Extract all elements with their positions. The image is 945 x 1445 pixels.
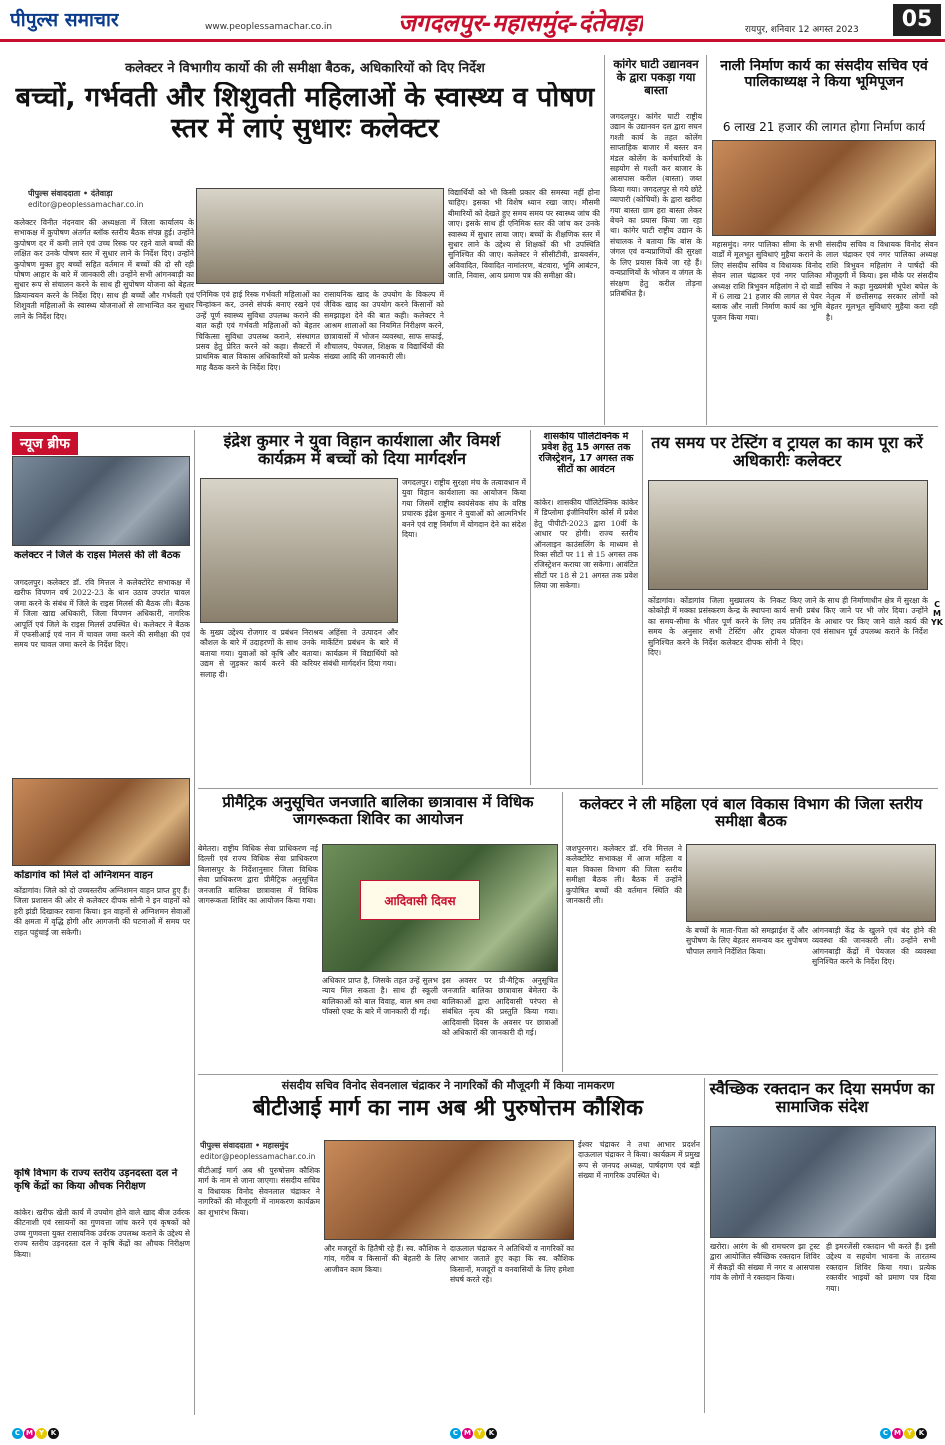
- brief-2-title: कोंडागांव को मिले दो अग्निशमन वाहन: [14, 870, 153, 881]
- page-number: 05: [893, 4, 941, 36]
- blood-body-2: ही इमरजेंसी रक्तदान भी करते हैं। इसी उद्देश्य व सहयोग भावना के तारतम्य रक्तदान शिविर किया गया। प्रत्येक रक्तवीर भाइयों को प्रमाण पत्र दिया गया।: [826, 1242, 936, 1293]
- hostel-body-1: बेमेतरा। राष्ट्रीय विधिक सेवा प्राधिकरण नई दिल्ली एवं राज्य विधिक सेवा प्राधिकरण बिलासपुर के निर्देशानुसार जिला विधिक सेवा प्राधिकरण द्वारा प्रीमैट्रिक अनुसूचित जनजाति बालिका छात्रावास में विधिक जागरूकता शिविर का आयोजन किया गया।: [198, 844, 318, 906]
- marg-photo-naming: [324, 1140, 574, 1240]
- marg-byline: पीपुल्स संवाददाता • महासमुंद: [200, 1141, 289, 1150]
- brief-photo-fire-vehicles: [12, 778, 190, 866]
- adivasi-diwas-banner: आदिवासी दिवस: [360, 880, 480, 920]
- news-brief-label: न्यूज ब्रीफ: [12, 432, 78, 455]
- registration-marks-center: C M Y K: [450, 1428, 498, 1439]
- side-cmyk-label: CMYK: [931, 600, 943, 627]
- hostel-body-2: अधिकार प्राप्त है, जिसके तहत उन्हें सुलभ न्याय मिल सकता है। साथ ही स्कूली बालिकाओं को बाल विवाह, बाल श्रम तथा पॉक्सो एक्ट के बारे में जानकारी दी गई।: [322, 976, 438, 1017]
- polytechnic-headline: शासकीय पॉलिटेक्निक में प्रवेश हेतु 15 अगस्त तक रजिस्ट्रेशन, 17 अगस्त तक सीटों का आवंटन: [538, 432, 634, 475]
- marg-body-1: बीटीआई मार्ग अब श्री पुरुषोत्तम कौशिक मार्ग के नाम से जाना जाएगा। संसदीय सचिव व विधायक विनोद सेवनलाल चंद्राकर ने नागरिकों की मौजूदगी में नामकरण कार्यक्रम का शुभारंभ किया।: [198, 1166, 320, 1217]
- lead-body-2: एनिमिक एवं हाई रिस्क गर्भवती महिलाओं का चिन्हांकन कर, उनसे संपर्क बनाए रखने एवं उन्हें पूर्ण स्वास्थ्य सुविधा उपलब्ध कराने की बात कही एवं गर्भवती महिलाओं को बेहतर चिकित्सा सुविधा उपलब्ध कराने, संस्थागत प्रसव हेतु प्रेरित करने को कहा। सैक्टरों में प्राथमिक बाल विकास अधिकारियों को प्रत्येक माह बैठक करने के निर्देश दिए।: [196, 290, 320, 372]
- nali-body-1: महासमुंद। नगर पालिका सीमा के सभी वार्डों में मूलभूत सुविधाएं मुहैया कराने के लिए संसदीय सचिव व विधायक विनोद सेवन लाल चंद्राकर एवं नगर पालिका अध्यक्ष राशि त्रिभुवन महिलांग ने दो वार्डों में 6 लाख 21 हजार की लागत से पेवर ब्लाक और नाली निर्माण कार्य का भूमि पूजन किया गया।: [712, 240, 822, 322]
- mahila-body-1: जशपुरनगर। कलेक्टर डॉ. रवि मित्तल ने कलेक्टोरेट सभाकक्ष में आज महिला व बाल विकास विभाग की जिला स्तरीय समीक्षा बैठक ली। बैठक में उन्होंने कुपोषित बच्चों की वर्तमान स्थिति की जानकारी ली।: [566, 844, 682, 906]
- brief-1-title: कलेक्टर ने जिले के राइस मिलर्स की ली बैठक: [14, 550, 181, 561]
- marg-body-2: और मजदूरों के हितैषी रहे हैं। स्व. कौशिक ने गांव, गरीब व किसानों की बेहतरी के लिए आजीवन काम किया।: [324, 1244, 446, 1274]
- mahila-body-3: आंगनबाड़ी केंद्र के खुलने एवं बंद होने की व्यवस्था की जानकारी ली। उन्होंने सभी आंगनबाड़ी केंद्रों में पेयजल की व्यवस्था सुनिश्चित करने के निर्देश दिए।: [812, 926, 936, 967]
- vihaan-body-2: के मुख्य उद्देश्य रोजगार व प्रबंधन कौशल के बारे में उदाहरणों के साथ बताया गया। युवाओं को कृषि और उद्यम से जुड़कर कार्य करने की सलाह दी।: [200, 628, 298, 679]
- testing-body-2: किए जाने के साथ ही निर्माणाधीन क्षेत्र में सुरक्षा के सभी प्रबंध किए जाने पर भी जोर दिया। उन्होंने प्रतिदिन के आधार पर किए जाने वाले कार्य की योजना एवं संसाधन पूर्व उपलब्ध कराने के निर्देश दिए।: [790, 596, 928, 647]
- row-divider: [10, 426, 938, 427]
- column-divider: [704, 1078, 705, 1413]
- marg-kicker: संसदीय सचिव विनोद सेवनलाल चंद्राकर ने नागरिकों की मौजूदगी में किया नामकरण: [281, 1079, 615, 1092]
- blood-photo-donation: [710, 1126, 936, 1238]
- row-divider: [198, 788, 938, 789]
- lead-body-3: रासायनिक खाद के उपयोग के विकल्प में जैविक खाद का उपयोग करने किसानों को समझाइश देने की बात कही। कलेक्टर ने आश्रम शालाओं का नियमित निरीक्षण करने, छात्रावासों में भोजन व्यवस्था, साफ सफाई, शौचालय, पेयजल, शिक्षक व विद्यार्थियों की संख्या आदि की जानकारी ली।: [324, 290, 444, 362]
- hostel-body-3: इस अवसर पर प्री-मैट्रिक अनुसूचित जनजाति बालिका छात्रावास बेमेतरा के बालिकाओं द्वारा आदिवासी परंपरा से संबंधित नृत्य की प्रस्तुति किया गया। आदिवासी दिवस के अवसर पर छात्राओं को अधिकारों की जानकारी दी गई।: [442, 976, 558, 1038]
- marg-body-4: ईश्वर चंद्राकर ने तथा आभार प्रदर्शन दाऊलाल चंद्राकर ने किया। कार्यक्रम में प्रमुख रूप से जनपद अध्यक्ष, पार्षदगण एवं बड़ी संख्या में नागरिक उपस्थित थे।: [578, 1140, 700, 1181]
- website-url[interactable]: www.peoplessamachar.co.in: [205, 22, 333, 32]
- lead-body-1: कलेक्टर विनीत नंदनवार की अध्यक्षता में जिला कार्यालय के सभाकक्ष में कुपोषण अंतर्गत ब्लॉक स्तरीय बैठक संपन्न हुई। उन्होंने कुपोषण दर में कमी लाने एवं उच्च रिस्क पर रहने वाले बच्चों की लक्षित कर उनके पोषण स्तर में सुधार लाने के निर्देश दिए। उन्होंने कुपोषण मुक्त हुए बच्चों सहित वर्तमान में बच्चों की दो सौ रही पोषण आहार के बारे में जानकारी ली। उन्होंने सभी आंगनबाड़ी का सुधार रूप से संचालन करने के साथ ही सुपोषण योजना को बेहतर क्रियान्वयन करने के निर्देश दिए। साथ ही बच्चों और गर्भवती एवं शिशुवती महिलाओं के स्वास्थ्य योजनाओं से लाभान्वित कर सुधार लाने के निर्देश दिए।: [14, 218, 194, 321]
- testing-photo-meeting: [648, 480, 928, 590]
- ghati-headline: कांगेर घाटी उद्यानवन के द्वारा पकड़ा गया बास्ता: [613, 58, 699, 98]
- vihaan-photo-workshop: [200, 478, 398, 623]
- section-title: जगदलपुर-महासमुंद-दंतेवाड़ा: [398, 9, 644, 37]
- masthead: [0, 0, 945, 42]
- column-divider: [604, 55, 605, 425]
- testing-headline: तय समय पर टेस्टिंग व ट्रायल का काम पूरा करें अधिकारीः कलेक्टर: [651, 434, 923, 471]
- polytechnic-body: कांकेर। शासकीय पॉलिटेक्निक कांकेर में डिप्लोमा इंजीनियरिंग कोर्स में प्रवेश हेतु पीपीटी-2023 द्वारा 10वीं के आधार पर होगी। राज्य स्तरीय ऑनलाइन काउंसलिंग के माध्यम से रिक्त सीटों पर 11 से 15 अगस्त तक रजिस्ट्रेशन कराया जा सकेगा। आवंटित सीटों पर 18 से 21 अगस्त तक प्रवेश लिया जा सकेगा।: [534, 498, 638, 591]
- registration-marks-left: C M Y K: [12, 1428, 60, 1439]
- vihaan-headline: इंद्रेश कुमार ने युवा विहान कार्यशाला और विमर्श कार्यक्रम में बच्चों को दिया मार्गदर्शन: [223, 432, 501, 469]
- mahila-body-2: के बच्चों के माता-पिता को समझाईश दें और सुपोषण के लिए बेहतर समन्वय कर सुपोषण चौपाल लगाने निर्देशित किया।: [686, 926, 808, 956]
- lead-email: editor@peoplessamachar.co.in: [28, 200, 144, 209]
- blood-body-1: खरोरा। आरंग के श्री रामचरण झा ट्रस्ट द्वारा आयोजित स्वैच्छिक रक्तदान शिविर में सैकड़ों की संख्या में नगर व आसपास गांव के लोगों ने रक्तदान किया।: [710, 1242, 820, 1283]
- dateline: रायपुर, शनिवार 12 अगस्त 2023: [745, 25, 859, 35]
- marg-email: editor@peoplessamachar.co.in: [200, 1152, 316, 1161]
- lead-byline: पीपुल्स संवाददाता • दंतेवाड़ा: [28, 189, 113, 198]
- mahila-headline: कलेक्टर ने ली महिला एवं बाल विकास विभाग की जिला स्तरीय समीक्षा बैठक: [579, 796, 923, 831]
- column-divider: [642, 430, 643, 785]
- blood-headline: स्वैच्छिक रक्तदान कर दिया समर्पण का सामाजिक संदेश: [709, 1080, 935, 1117]
- brief-3-title: कृषि विभाग के राज्य स्तरीय उड़नदस्ता दल ने कृषि केंद्रों का किया औचक निरीक्षण: [14, 1168, 178, 1192]
- column-divider: [194, 430, 195, 1415]
- nali-subhead: 6 लाख 21 हजार की लागत होगा निर्माण कार्य: [722, 120, 926, 134]
- lead-body-4: विद्यार्थियों को भी किसी प्रकार की समस्या नहीं होना चाहिए। इसका भी विशेष ध्यान रखा जाए। मौसमी बीमारियों को देखते हुए समय समय पर स्वास्थ्य जांच की जाए। इसके साथ ही एनिमिक स्तर की जांच कर उनके स्वास्थ्य में सुधार लाया जाए। बच्चों के शैक्षणिक स्तर में सुधार लाने के उद्देश्य से शिक्षकों की भी उपस्थिति सुनिश्चित की जाए। कलेक्टर ने सीसीटीवी, डायवर्सन, अविवादित, विवादित नामांतरण, बंटवारा, भूमि आबंटन, जाति, निवास, आय प्रमाण पत्र की समीक्षा की।: [448, 188, 600, 281]
- ghati-body: जगदलपुर। कांगेर घाटी राष्ट्रीय उद्यान के उद्यानवन दल द्वारा सघन गश्ती कार्य के तहत कोलेंग साप्ताहिक बाजार में बस्तर वन मंडल कोलेंग के कर्मचारियों के सहयोग से गश्ती कर बाजार के आसपास करील (बास्ता) जब्त किया गया। जगदलपुर से गये छोटे व्यापारी (कोचियों) के द्वारा खरीदा गया बास्ता ग्राम हरा बास्ता लेकर बेचने का प्रयास किया जा रहा था। कांगेर घाटी राष्ट्रीय उद्यान के संचालक ने बताया कि बांस के जंगल एवं वन्यप्राणियों की सुरक्षा के लिए प्रयास किये जा रहे हैं। वन्यप्राणियों के भोजन व जंगल के संरक्षण हेतु करील तोड़ना प्रतिबंधित है।: [610, 112, 702, 298]
- testing-body-1: कोंडागांव। कोंडागांव जिला मुख्यालय के निकट कोकोड़ी में मक्का प्रसंस्करण केन्द्र के स्थापना कार्य का समय-सीमा के भीतर पूर्ण करने के लिए तय समय के अनुसार सभी टेस्टिंग और ट्रायल सुनिश्चित करने के निर्देश कलेक्टर दीपक सोनी ने दिए।: [648, 596, 786, 658]
- newspaper-logo: पीपुल्स समाचार: [10, 9, 119, 31]
- lead-headline: बच्चों, गर्भवती और शिशुवती महिलाओं के स्वास्थ्य व पोषण स्तर में लाएं सुधारः कलेक्टर: [15, 82, 595, 145]
- row-divider: [198, 1074, 938, 1075]
- hostel-headline: प्रीमैट्रिक अनुसूचित जनजाति बालिका छात्रावास में विधिक जागरूकता शिविर का आयोजन: [222, 794, 534, 829]
- marg-headline: बीटीआई मार्ग का नाम अब श्री पुरुषोत्तम कौशिक: [252, 1096, 644, 1121]
- mahila-photo-meeting: [686, 844, 936, 922]
- brief-3-body: कांकेर। खरीफ खेती कार्य में उपयोग होने वाले खाद बीज उर्वरक कीटनाशी एवं रसायनों का गुणवत्ता जांच करने एवं कृषकों को उच्च गुणवत्ता युक्त रासायनिक उर्वरक उपलब्ध कराने के उद्देश्य से राज्य स्तरीय उड़नदस्ता दल ने कृषि केंद्रों का औचक निरीक्षण किया।: [14, 1208, 190, 1259]
- vihaan-body-3: निराश्रय अहिंसा ने उत्पादन और उनके मार्केटिंग प्रबंधन के बारे में बताया। कार्यक्रम में विद्यार्थियों को करियर संबंधी मार्गदर्शन दिया गया।: [302, 628, 398, 669]
- nali-body-2: संसदीय सचिव व विधायक विनोद सेवन लाल चंद्राकर एवं नगर पालिका अध्यक्ष राशि त्रिभुवन महिलांग ने पार्षदों की मौजूदगी में किया। इस मौके पर संसदीय सचिव ने कहा मुख्यमंत्री भूपेश बघेल के नेतृत्व में छत्तीसगढ़ सरकार लोगों को बेहतर मूलभूत सुविधाएं मुहैया करा रही है।: [826, 240, 938, 322]
- nali-photo-bhoomipujan: [712, 140, 936, 236]
- registration-marks-right: C M Y K: [880, 1428, 928, 1439]
- column-divider: [562, 792, 563, 1072]
- brief-1-body: जगदलपुर। कलेक्टर डॉ. रवि मित्तल ने कलेक्टोरेट सभाकक्ष में खरीफ विपणन वर्ष 2022-23 के धान उठाव उपरांत चावल जमा करने के संबंध में जिले के राइस मिलर्स की बैठक ली। बैठक में जिला खाद्य अधिकारी, जिला विपणन अधिकारी, नागरिक आपूर्ति एवं जिले के राइस मिलर्स उपस्थित थे। कलेक्टर ने बैठक में एफसीआई एवं नान में चावल जमा करने की समीक्षा की एवं समय पर चावल जमा करने के निर्देश दिए।: [14, 578, 190, 650]
- column-divider: [706, 55, 707, 425]
- nali-headline: नाली निर्माण कार्य का संसदीय सचिव एवं पालिकाध्यक्ष ने किया भूमिपूजन: [720, 58, 928, 91]
- lead-kicker: कलेक्टर ने विभागीय कार्यो की ली समीक्षा बैठक, अधिकारियों को दिए निर्देश: [125, 61, 485, 76]
- vihaan-body-1: जगदलपुर। राष्ट्रीय सुरक्षा मंच के तत्वावधान में युवा विहान कार्यशाला का आयोजन किया गया जिसमें राष्ट्रीय स्वयंसेवक संघ के वरिष्ठ प्रचारक इंद्रेश कुमार ने युवाओं को आत्मनिर्भर बनने एवं राष्ट्र निर्माण में योगदान देने का संदेश दिया।: [402, 478, 526, 540]
- lead-photo-meeting: [196, 188, 444, 284]
- brief-2-body: कोंडागांव। जिले को दो उच्चस्तरीय अग्निशमन वाहन प्राप्त हुए हैं। जिला प्रशासन की ओर से कलेक्टर दीपक सोनी ने इन वाहनों को हरी झंडी दिखाकर रवाना किया। इन वाहनों से अग्निशमन सेवाओं की क्षमता में वृद्धि होगी और आगजनी की घटनाओं में समय पर राहत पहुंचाई जा सकेगी।: [14, 886, 190, 937]
- column-divider: [530, 430, 531, 785]
- brief-photo-rice-millers: [12, 456, 190, 546]
- marg-body-3: दाऊलाल चंद्राकर ने अतिथियों व नागरिकों का आभार जताते हुए कहा कि स्व. कौशिक किसानों, मजदूरों व वनवासियों के लिए हमेशा संघर्ष करते रहे।: [450, 1244, 574, 1285]
